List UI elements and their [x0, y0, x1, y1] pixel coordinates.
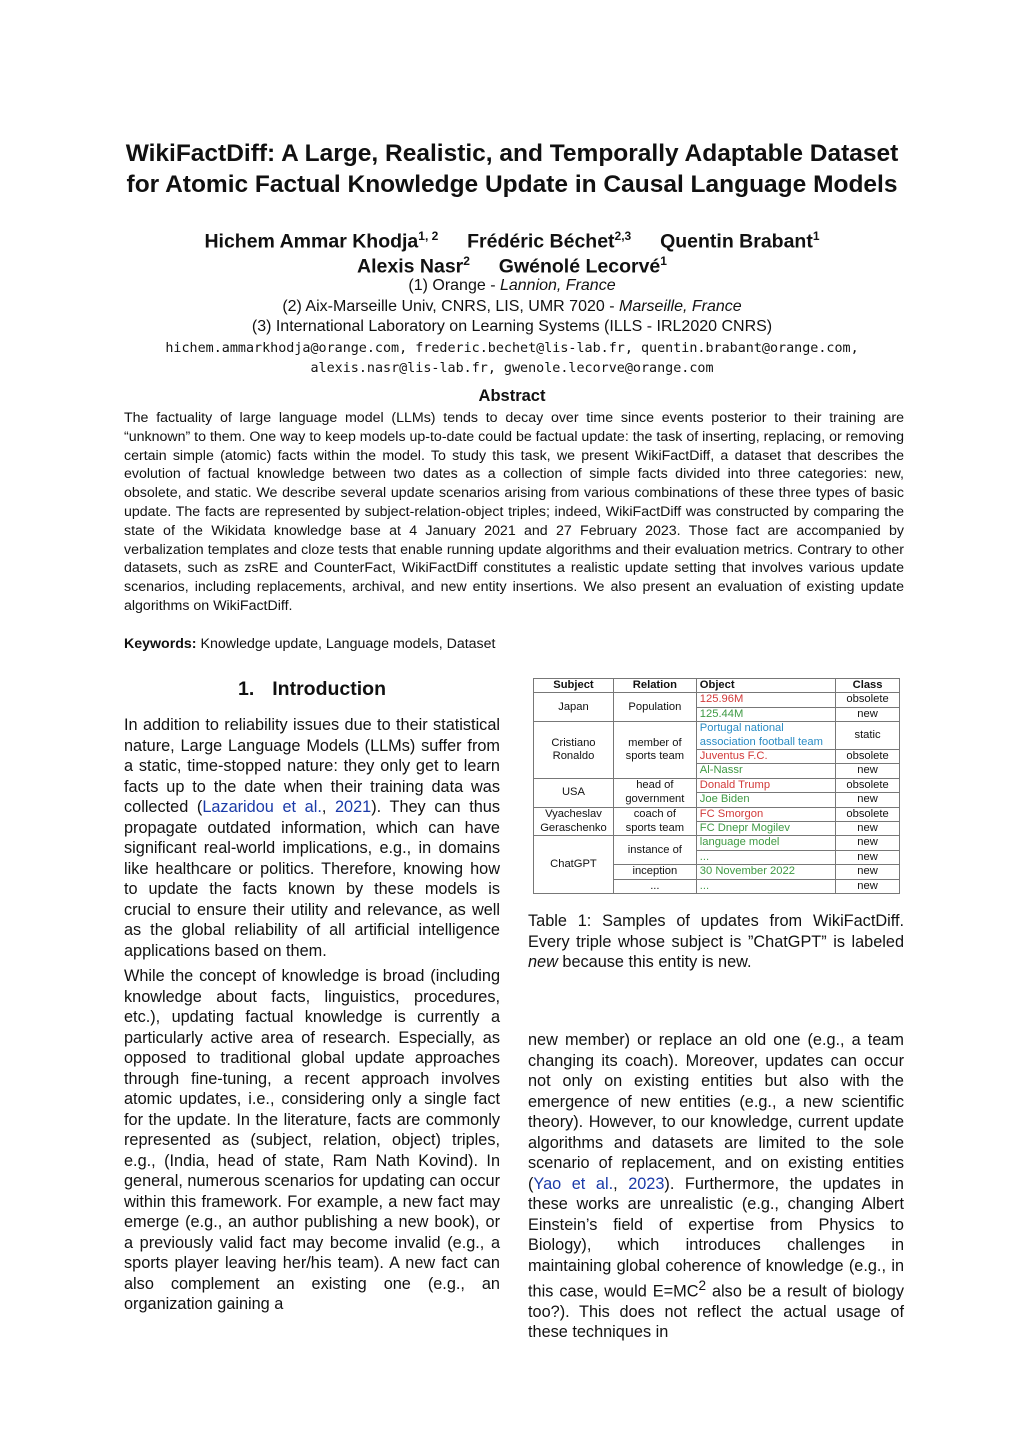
caption-text: Table 1: Samples of updates from WikiFactDiff. Every triple whose subject is ”ChatGPT” is labeled — [528, 912, 904, 951]
cell-object: ... — [696, 850, 835, 864]
header-relation: Relation — [613, 679, 696, 693]
cell-class: obsolete — [836, 693, 900, 707]
author-line-1 — [100, 229, 924, 254]
cell-class: static — [836, 722, 900, 750]
affiliation-text: (2) Aix-Marseille Univ, CNRS, LIS, UMR 7020 - — [282, 298, 619, 315]
citation-year: 2021 — [335, 798, 372, 816]
citation-author: Lazaridou et al. — [202, 798, 322, 816]
header-object: Object — [696, 679, 835, 693]
citation-yao-year[interactable] — [628, 1175, 664, 1193]
cell-relation: coach of sports team — [613, 807, 696, 836]
cell-class: new — [836, 865, 900, 879]
section-title: Introduction — [272, 678, 386, 700]
author-emails-line-2: alexis.nasr@lis-lab.fr, gwenole.lecorve@orange.com — [310, 361, 714, 376]
cell-object: FC Dnepr Mogilev — [696, 822, 835, 836]
cell-object: Joe Biden — [696, 793, 835, 807]
affiliation-place: Lannion, France — [499, 277, 616, 294]
affiliation-3: (3) International Laboratory on Learning Systems (ILLS - IRL2020 CNRS) — [251, 318, 773, 335]
cell-class: obsolete — [836, 807, 900, 821]
cell-class: new — [836, 764, 900, 778]
caption-text: because this entity is new. — [557, 953, 752, 971]
right-column — [528, 1030, 904, 1348]
cell-class: obsolete — [836, 778, 900, 792]
citation-year: 2023 — [628, 1174, 665, 1193]
title-line-1: WikiFactDiff: A Large, Realistic, and Temporally Adaptable Dataset — [125, 140, 899, 167]
cell-subject: Vyacheslav Geraschenko — [534, 807, 614, 836]
cell-object: 125.44M — [696, 707, 835, 721]
author-affil-sup: 1 — [812, 229, 820, 243]
cell-relation: inception — [613, 865, 696, 879]
cell-relation: head of government — [613, 778, 696, 807]
author-name: Gwénolé Lecorvé — [498, 255, 661, 278]
author-name: Hichem Ammar Khodja — [204, 230, 419, 253]
cell-class: new — [836, 836, 900, 850]
cell-relation: member of sports team — [613, 722, 696, 779]
paragraph-text: In addition to reliability issues due to their statistical nature, Large Language Models (LLMs) suffer from a static, time-stopped nature: they only get to learn facts up to the date when their training data was collected ( — [124, 716, 500, 816]
table-header-row — [534, 679, 900, 693]
table-row — [534, 836, 900, 850]
citation-lazaridou[interactable] — [202, 798, 322, 816]
paragraph-text: new member) or replace an old one (e.g., a team changing its coach). Moreover, updates can occur not only on existing entities but also with the emergence of new entities (e.g., a new scientific theory). However, to our knowledge, current update algorithms and datasets are limited to the sole scenario of replacement, and on existing entities ( — [528, 1031, 904, 1193]
author-name: Alexis Nasr — [357, 255, 464, 278]
left-column — [124, 715, 500, 1320]
author-name: Quentin Brabant — [660, 230, 813, 253]
keywords-label: Keywords: — [124, 636, 197, 652]
table-row — [534, 722, 900, 750]
cell-relation: instance of — [613, 836, 696, 865]
title-line-2: for Atomic Factual Knowledge Update in Causal Language Models — [126, 171, 898, 198]
superscript: 2 — [698, 1278, 707, 1293]
affiliation-1 — [100, 277, 924, 295]
citation-author: Yao et al. — [533, 1174, 614, 1193]
author-emails-line-1: hichem.ammarkhodja@orange.com, frederic.bechet@lis-lab.fr, quentin.brabant@orange.com, — [165, 341, 859, 356]
citation-separator: , — [613, 1174, 629, 1193]
table-row — [534, 807, 900, 821]
cell-relation: Population — [613, 693, 696, 722]
cell-class: new — [836, 822, 900, 836]
header-class: Class — [836, 679, 900, 693]
section-number: 1. — [238, 678, 255, 700]
cell-class: new — [836, 879, 900, 893]
header-subject: Subject — [534, 679, 614, 693]
cell-subject: Cristiano Ronaldo — [534, 722, 614, 779]
table-row — [534, 778, 900, 792]
cell-class: obsolete — [836, 750, 900, 764]
caption-emphasis: new — [528, 953, 558, 971]
author-line-2 — [100, 254, 924, 279]
cell-class: new — [836, 707, 900, 721]
author-affil-sup: 1 — [660, 254, 667, 268]
cell-object: Juventus F.C. — [696, 750, 835, 764]
samples-table — [533, 678, 900, 894]
citation-separator: , — [321, 798, 335, 816]
paper-title — [100, 138, 924, 200]
cell-object: 30 November 2022 — [696, 865, 835, 879]
cell-object: FC Smorgon — [696, 807, 835, 821]
author-affil-sup: 1, 2 — [418, 229, 439, 243]
author-name: Frédéric Béchet — [467, 230, 615, 253]
citation-lazaridou-year[interactable] — [335, 798, 371, 816]
affiliation-place: Marseille, France — [618, 298, 742, 315]
affiliation-text: (1) Orange - — [408, 277, 500, 294]
samples-table-wrapper — [533, 678, 900, 894]
cell-object: Donald Trump — [696, 778, 835, 792]
cell-subject: Japan — [534, 693, 614, 722]
paragraph-text: also be a result of biology too?). This does not reflect the actual usage of these techniques in — [528, 1282, 904, 1342]
cell-subject: ChatGPT — [534, 836, 614, 894]
affiliation-2 — [100, 298, 924, 316]
keywords — [124, 636, 496, 652]
cell-object: Al-Nassr — [696, 764, 835, 778]
paragraph-text: ). Furthermore, the updates in these works are unrealistic (e.g., changing Albert Einstein’s field of expertise from Physics to Biology), which introduces challenges in maintaining global coherence of knowledge (e.g., in this case, would E=MC — [528, 1174, 904, 1301]
intro-paragraph-1 — [124, 715, 500, 961]
cell-object: ... — [696, 879, 835, 893]
intro-paragraph-2: While the concept of knowledge is broad (including knowledge about facts, linguistics, procedures, etc.), updating factual knowledge is currently a particularly active area of research. Especially, as opposed to traditional global update approaches through fine-tuning, a recent approach involves atomic updates, i.e., considering only a single fact for the update. In the literature, facts are commonly represented as (subject, relation, object) triples, e.g., (India, head of state, Ram Nath Kovind). In general, numerous scenarios for updating can occur within this framework. For example, a new fact may emerge (e.g., an author publishing a new book), or a previously valid fact may become invalid (e.g., a sports player leaving her/his team). A new fact can also complement an existing one (e.g., an organization gaining a — [124, 967, 500, 1313]
cell-object: language model — [696, 836, 835, 850]
table-caption — [528, 911, 904, 973]
cell-object: 125.96M — [696, 693, 835, 707]
abstract-body: The factuality of large language model (LLMs) tends to decay over time since events posterior to their training are “unknown” to them. One way to keep models up-to-date could be factual update: the task of inserting, replacing, or removing certain simple (atomic) facts within the model. To study this task, we present WikiFactDiff, a dataset that describes the evolution of factual knowledge between two dates as a collection of simple facts divided into three categories: new, obsolete, and static. We describe several update scenarios arising from various combinations of these three types of basic update. The facts are represented by subject-relation-object triples; indeed, WikiFactDiff was constructed by comparing the state of the Wikidata knowledge base at 4 January 2021 and 27 February 2023. Those fact are accompanied by verbalization templates and cloze tests that enable running update algorithms and their evaluation metrics. Contrary to other datasets, such as zsRE and CounterFact, WikiFactDiff constitutes a realistic update setting that involves various update scenarios, including replacements, archival, and new entity insertions. We also present an evaluation of existing update algorithms on WikiFactDiff. — [124, 410, 904, 614]
table-row — [534, 693, 900, 707]
cell-object: Portugal national association football team — [696, 722, 835, 750]
cell-class: new — [836, 793, 900, 807]
abstract-heading: Abstract — [478, 387, 546, 405]
cell-subject: USA — [534, 778, 614, 807]
citation-yao[interactable] — [533, 1175, 613, 1193]
section-heading-introduction — [124, 678, 500, 701]
author-affil-sup: 2 — [463, 254, 470, 268]
cell-class: new — [836, 850, 900, 864]
keywords-text: Knowledge update, Language models, Dataset — [200, 636, 496, 652]
cell-relation: ... — [613, 879, 696, 893]
intro-paragraph-2-continued — [528, 1030, 904, 1343]
paragraph-text: ). They can thus propagate outdated information, which can have significant real-world implications, e.g., in domains like healthcare or politics. Therefore, knowing how to update the facts known by these models is crucial to ensure their utility and relevance, as well as the global reliability of all artificial intelligence applications based on them. — [124, 798, 500, 960]
author-affil-sup: 2,3 — [614, 229, 632, 243]
